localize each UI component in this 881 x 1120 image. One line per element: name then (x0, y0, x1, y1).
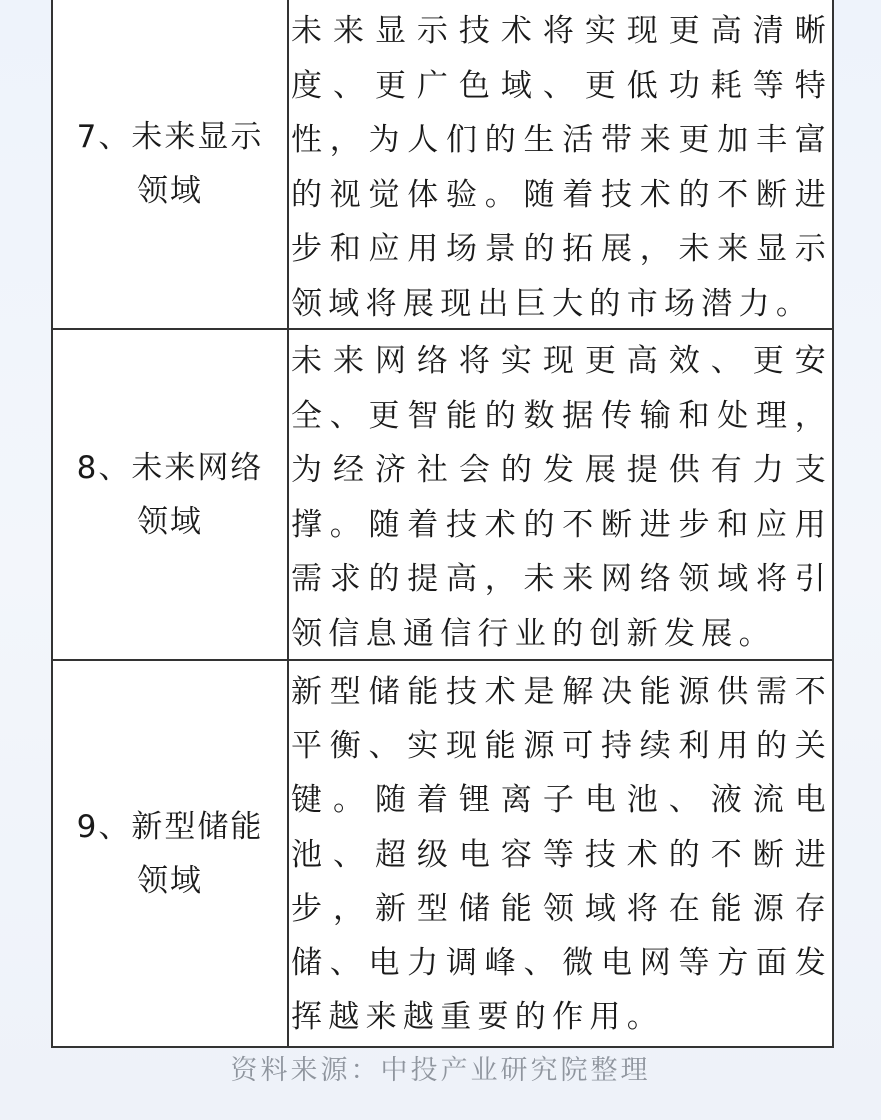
table-row (53, 328, 832, 659)
domain-cell (53, 661, 289, 1046)
domain-description: 新型储能技术是解决能源供需不平衡、实现能源可持续利用的关键。随着锂离子电池、液流电池、超级电容等技术的不断进步，新型储能领域将在能源存储、电力调峰、微电网等方面发挥越来越重要的作用。 (291, 674, 832, 1036)
domain-cell (53, 330, 289, 659)
domain-name: 9、新型储能领域 (76, 808, 264, 899)
description-cell (289, 330, 832, 659)
description-cell (289, 661, 832, 1046)
industry-table (51, 0, 834, 1048)
domain-description: 未来显示技术将实现更高清晰度、更广色域、更低功耗等特性，为人们的生活带来更加丰富的视觉体验。随着技术的不断进步和应用场景的拓展，未来显示领域将展现出巨大的市场潜力。 (291, 13, 832, 322)
domain-cell (53, 0, 289, 328)
source-caption: 资料来源：中投产业研究院整理 (230, 1055, 651, 1086)
table-row (53, 659, 832, 1046)
table-row (53, 0, 832, 328)
domain-name: 8、未来网络领域 (76, 449, 264, 540)
description-cell (289, 0, 832, 328)
domain-description: 未来网络将实现更高效、更安全、更智能的数据传输和处理，为经济社会的发展提供有力支撑。随着技术的不断进步和应用需求的提高，未来网络领域将引领信息通信行业的创新发展。 (291, 343, 832, 652)
domain-name: 7、未来显示领域 (76, 119, 264, 209)
